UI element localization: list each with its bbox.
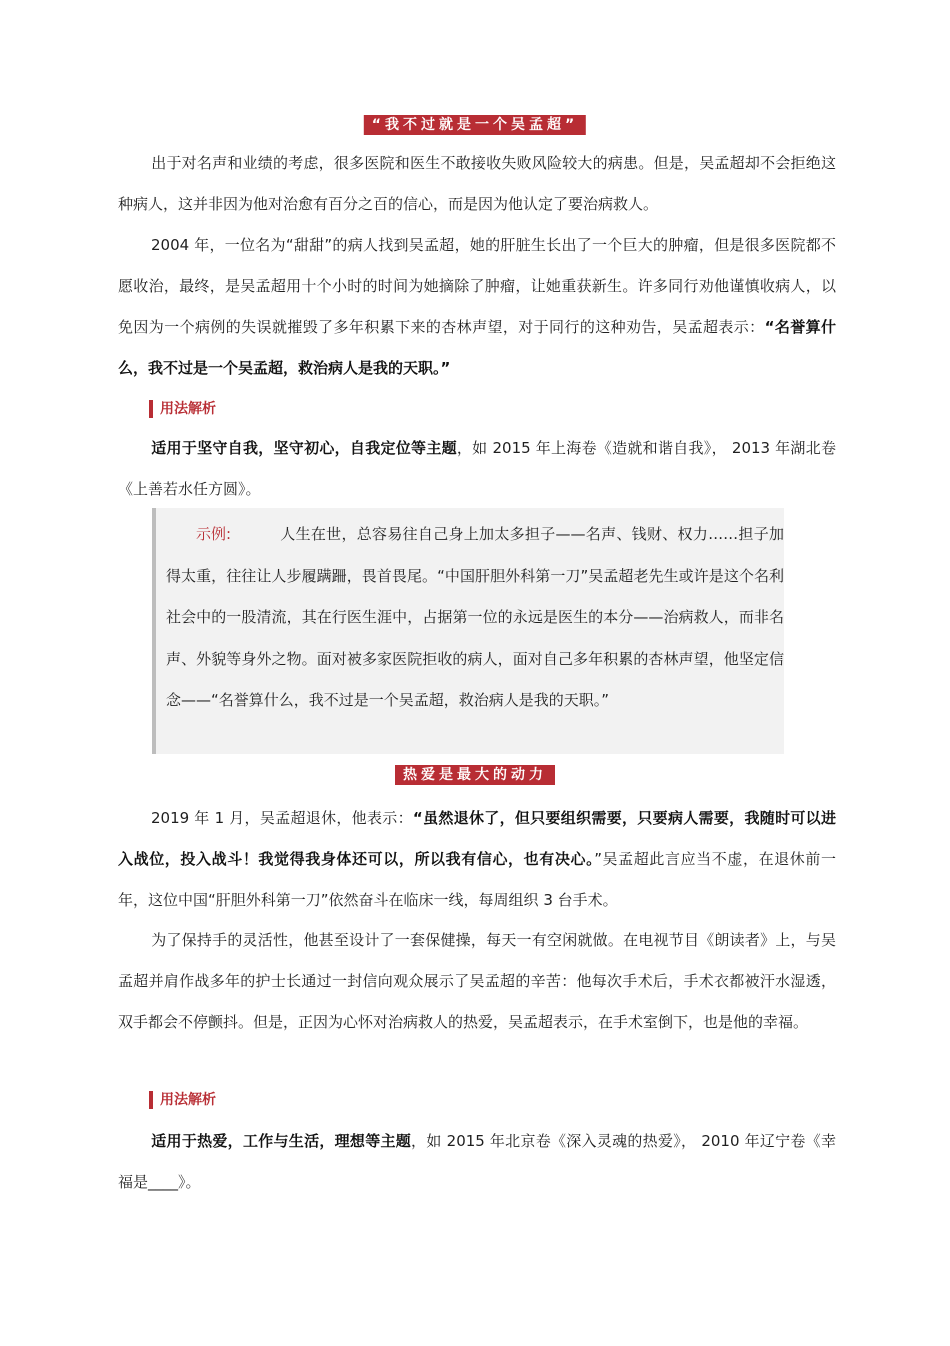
paragraph-4-text: 为了保持手的灵活性，他甚至设计了一套保健操，每天一有空闲就做。在电视节目《朗读者》上，与吴孟超并肩作战多年的护士长通过一封信向观众展示了吴孟超的辛苦：他每次手术后，手术衣都被汗水湿透，双手都会不停颤抖。但是，正因为心怀对治病救人的热爱，吴孟超表示，在手术室倒下，也是他的幸福。: [118, 931, 836, 1031]
usage-1-text: ，如 2015 年上海卷《造就和谐自我》， 2013 年湖北卷《上善若水任方圆》。: [118, 439, 836, 498]
usage-paragraph-2: [118, 1121, 836, 1203]
paragraph-1: [118, 143, 836, 225]
paragraph-3-quote: “虽然退休了，但只要组织需要，只要病人需要，我随时可以进入战位，投入战斗！我觉得我身体还可以，所以我有信心，也有决心。: [118, 809, 836, 868]
paragraph-2-text: 2004 年，一位名为“甜甜”的病人找到吴孟超，她的肝脏生长出了一个巨大的肿瘤，但是很多医院都不愿收治，最终，是吴孟超用十个小时的时间为她摘除了肿瘤，让她重获新生。许多同行劝他谨慎收病人，以免因为一个病例的失误就摧毁了多年积累下来的杏林声望，对于同行的这种劝告，吴孟超表示：: [118, 236, 836, 336]
section-title-1: “我不过就是一个吴孟超”: [364, 115, 586, 135]
paragraph-3-text-b: ”吴孟超此言应当不虚，在退休前一年，这位中国“肝胆外科第一刀”依然奋斗在临床一线，每周组织 3 台手术。: [118, 850, 836, 909]
usage-1-bold: 适用于坚守自我，坚守初心，自我定位等主题: [151, 439, 457, 457]
paragraph-4: [118, 920, 836, 1043]
usage-heading-1: 用法解析: [149, 400, 216, 418]
example-box: [152, 508, 784, 754]
section-title-2: 热爱是最大的动力: [395, 765, 555, 785]
usage-heading-2: 用法解析: [149, 1091, 216, 1109]
paragraph-1-text: 出于对名声和业绩的考虑，很多医院和医生不敢接收失败风险较大的病患。但是，吴孟超却不会拒绝这种病人，这并非因为他对治愈有百分之百的信心，而是因为他认定了要治病救人。: [118, 154, 836, 213]
usage-paragraph-1: [118, 428, 836, 510]
usage-2-text: ，如 2015 年北京卷《深入灵魂的热爱》， 2010 年辽宁卷《幸福是____》。: [118, 1132, 836, 1191]
example-label: 示例:: [196, 525, 232, 543]
paragraph-2-quote: “名誉算什么，我不过是一个吴孟超，救治病人是我的天职。”: [118, 318, 836, 377]
paragraph-3: [118, 798, 836, 921]
paragraph-2: [118, 225, 836, 389]
usage-2-bold: 适用于热爱，工作与生活，理想等主题: [151, 1132, 412, 1150]
paragraph-3-text-a: 2019 年 1 月，吴孟超退休，他表示：: [151, 809, 413, 827]
example-text: 人生在世，总容易往自己身上加太多担子——名声、钱财、权力……担子加得太重，往往让人步履蹒跚，畏首畏尾。“中国肝胆外科第一刀”吴孟超老先生或许是这个名利社会中的一股清流，其在行医生涯中，占据第一位的永远是医生的本分——治病救人，而非名声、外貌等身外之物。面对被多家医院拒收的病人，面对自己多年积累的杏林声望，他坚定信念——“名誉算什么，我不过是一个吴孟超，救治病人是我的天职。”: [166, 525, 784, 709]
example-paragraph: [166, 514, 784, 722]
